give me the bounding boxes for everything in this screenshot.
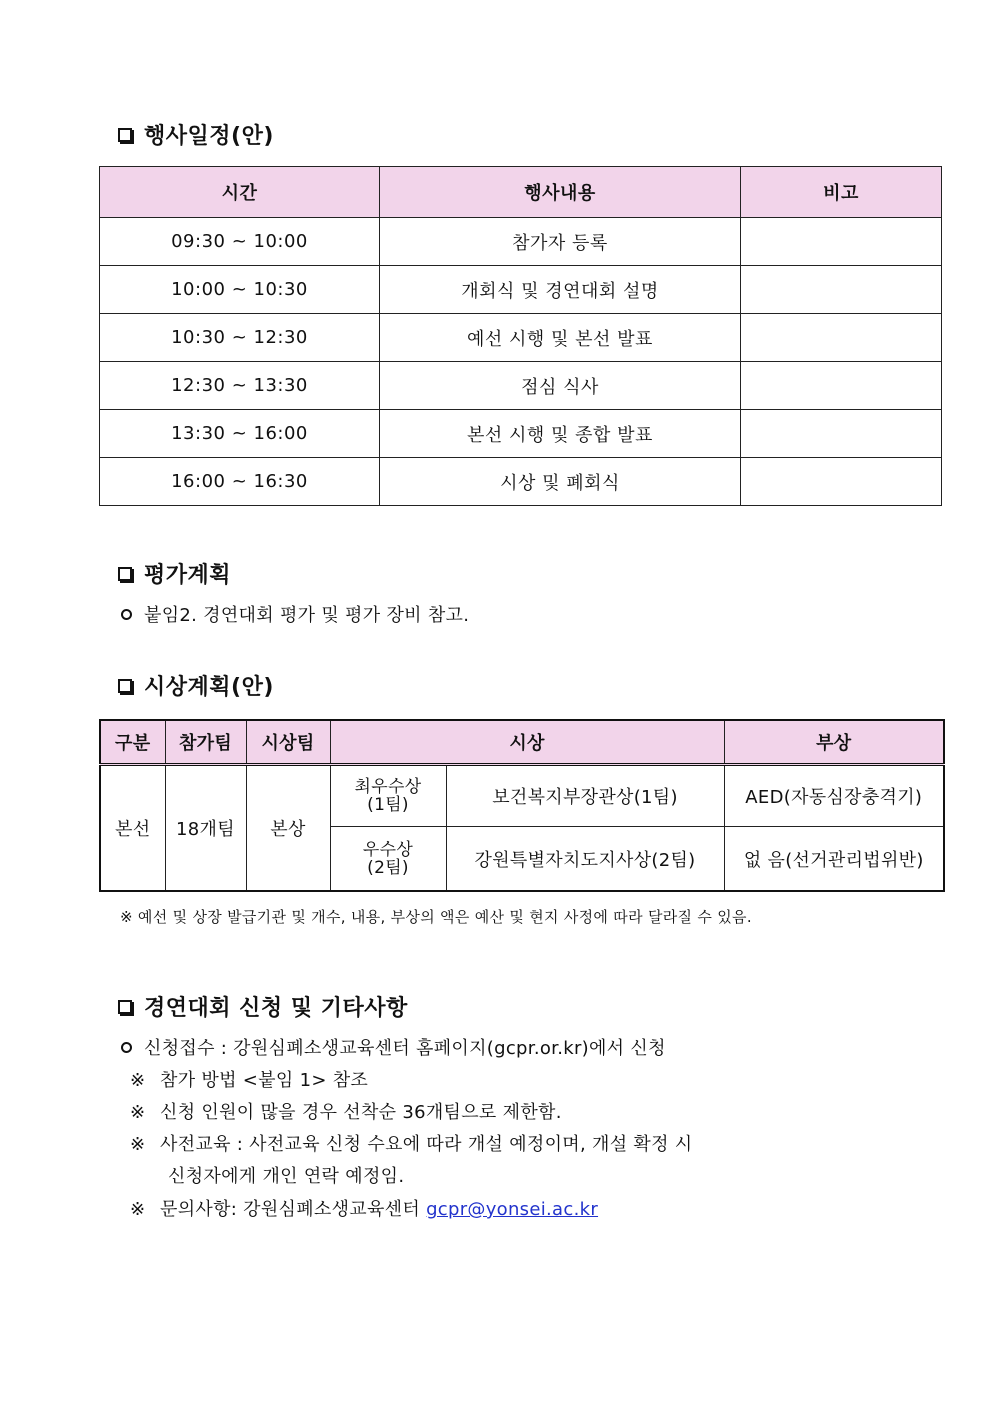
- cell-time: 10:00 ~ 10:30: [100, 266, 380, 314]
- col-header-division: 구분: [100, 720, 165, 765]
- cell-content: 예선 시행 및 본선 발표: [380, 314, 741, 362]
- note-continuation: 신청자에게 개인 연락 예정임.: [168, 1166, 405, 1187]
- cell-time: 10:30 ~ 12:30: [100, 314, 380, 362]
- rank-count: (1팀): [367, 795, 409, 815]
- note-item: [130, 1066, 368, 1092]
- col-header-award-team: 시상팀: [246, 720, 330, 765]
- cell-time: 09:30 ~ 10:00: [100, 218, 380, 266]
- cell-division: 본선: [100, 765, 165, 892]
- cell-note: [741, 362, 942, 410]
- note-text: 참가 방법 <붙임 1> 참조: [160, 1070, 369, 1091]
- schedule-heading: [118, 119, 274, 150]
- contact-item: [130, 1195, 598, 1221]
- note-item: [130, 1130, 693, 1156]
- cell-content: 점심 식사: [380, 362, 741, 410]
- note-item: [130, 1098, 562, 1124]
- application-bullet: [121, 1034, 666, 1060]
- checkbox-square-icon: [118, 567, 132, 581]
- rank-name: 최우수상: [354, 777, 422, 797]
- awards-footnote: ※ 예선 및 상장 발급기관 및 개수, 내용, 부상의 액은 예산 및 현지 사정에 따라 달라질 수 있음.: [120, 908, 752, 926]
- cell-time: 13:30 ~ 16:00: [100, 410, 380, 458]
- evaluation-heading: [118, 558, 231, 589]
- circle-bullet-icon: [121, 609, 132, 620]
- cell-award-team: 본상: [246, 765, 330, 892]
- note-text: 신청 인원이 많을 경우 선착순 36개팀으로 제한함.: [160, 1102, 562, 1123]
- col-header-teams: 참가팀: [165, 720, 246, 765]
- awards-header-row: [100, 720, 944, 765]
- cell-time: 12:30 ~ 13:30: [100, 362, 380, 410]
- application-heading-text: 경연대회 신청 및 기타사항: [144, 996, 408, 1021]
- table-row: [100, 458, 942, 506]
- cell-content: 참가자 등록: [380, 218, 741, 266]
- schedule-header-row: [100, 167, 942, 218]
- table-row: [100, 362, 942, 410]
- note-text: 사전교육 : 사전교육 신청 수요에 따라 개설 예정이며, 개설 확정 시: [160, 1134, 693, 1155]
- reference-mark-icon: ※: [130, 1102, 146, 1123]
- col-header-time: 시간: [100, 167, 380, 218]
- table-row: [100, 410, 942, 458]
- circle-bullet-icon: [121, 1042, 132, 1053]
- cell-prize: AED(자동심장충격기): [724, 765, 944, 827]
- table-row: [100, 218, 942, 266]
- cell-note: [741, 218, 942, 266]
- cell-note: [741, 314, 942, 362]
- cell-rank: [330, 827, 446, 892]
- evaluation-bullet-text: 붙임2. 경연대회 평가 및 평가 장비 참고.: [144, 605, 470, 626]
- table-row: [100, 314, 942, 362]
- reference-mark-icon: ※: [130, 1070, 146, 1091]
- checkbox-square-icon: [118, 1000, 132, 1014]
- checkbox-square-icon: [118, 128, 132, 142]
- cell-content: 개회식 및 경연대회 설명: [380, 266, 741, 314]
- schedule-heading-text: 행사일정(안): [144, 124, 274, 149]
- reference-mark-icon: ※: [130, 1134, 146, 1155]
- col-header-content: 행사내용: [380, 167, 741, 218]
- evaluation-bullet: [121, 601, 469, 627]
- col-header-award: 시상: [330, 720, 724, 765]
- cell-award: 강원특별자치도지사상(2팀): [446, 827, 724, 892]
- awards-table: [99, 719, 945, 892]
- col-header-prize: 부상: [724, 720, 944, 765]
- col-header-note: 비고: [741, 167, 942, 218]
- cell-content: 본선 시행 및 종합 발표: [380, 410, 741, 458]
- awards-heading-text: 시상계획(안): [144, 675, 274, 700]
- cell-award: 보건복지부장관상(1팀): [446, 765, 724, 827]
- cell-teams: 18개팀: [165, 765, 246, 892]
- cell-content: 시상 및 폐회식: [380, 458, 741, 506]
- cell-note: [741, 458, 942, 506]
- contact-email-link[interactable]: gcpr@yonsei.ac.kr: [426, 1199, 599, 1220]
- checkbox-square-icon: [118, 679, 132, 693]
- rank-name: 우수상: [362, 839, 414, 860]
- evaluation-heading-text: 평가계획: [144, 563, 232, 588]
- awards-heading: [118, 670, 274, 701]
- table-row: [100, 765, 944, 827]
- application-heading: [118, 991, 408, 1022]
- table-row: [100, 266, 942, 314]
- application-bullet-text: 신청접수 : 강원심폐소생교육센터 홈페이지(gcpr.or.kr)에서 신청: [144, 1038, 666, 1059]
- reference-mark-icon: ※: [130, 1199, 146, 1220]
- cell-note: [741, 266, 942, 314]
- cell-prize: 없 음(선거관리법위반): [724, 827, 944, 892]
- cell-time: 16:00 ~ 16:30: [100, 458, 380, 506]
- rank-count: (2팀): [367, 857, 409, 878]
- contact-label: 문의사항: 강원심폐소생교육센터: [160, 1199, 421, 1220]
- cell-rank: [330, 765, 446, 827]
- schedule-table: [99, 166, 942, 506]
- cell-note: [741, 410, 942, 458]
